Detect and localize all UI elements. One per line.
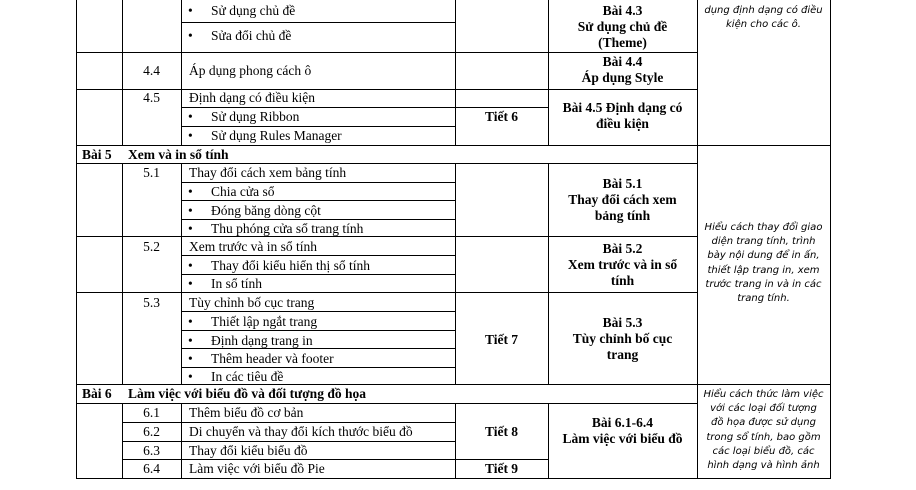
period-label: Tiết 6	[484, 109, 519, 124]
chapter-label: Bài 6	[82, 386, 112, 401]
bullet-item: • Thêm header và footer	[211, 351, 334, 367]
lesson-4-5: Bài 4.5 Định dạng có điều kiện	[562, 100, 683, 131]
section-title: Di chuyển và thay đổi kích thước biểu đồ	[189, 424, 413, 439]
section-number: 6.4	[143, 461, 160, 476]
chapter-title: Xem và in sổ tính	[128, 147, 229, 162]
objective-note-top: dụng định dạng có điều kiện cho các ô.	[704, 5, 823, 31]
chapter-label: Bài 5	[82, 147, 112, 162]
bullet-item: • Sửa đổi chủ đề	[211, 28, 291, 44]
objective-note-bai6: Hiểu cách thức làm việc với các loại đối tượng đồ họa được sử dụng trong sổ tính, bao gồm các loại biểu đồ, các hình dạng và hình ảnh	[703, 389, 824, 472]
bullet-item: • Thay đổi kiểu hiển thị sổ tính	[211, 258, 370, 274]
section-number: 4.5	[143, 90, 160, 105]
section-title: Áp dụng phong cách ô	[189, 63, 312, 78]
section-number: 4.4	[143, 63, 160, 78]
lesson-6-1-6-4: Bài 6.1-6.4 Làm việc với biểu đồ	[562, 415, 683, 446]
bullet-item: • Sử dụng chủ đề	[211, 3, 295, 19]
chapter-title: Làm việc với biểu đồ và đối tượng đồ họa	[128, 386, 366, 401]
lesson-4-3: Bài 4.3 Sử dụng chủ đề (Theme)	[577, 3, 668, 50]
section-number: 6.2	[143, 424, 160, 439]
bullet-item: • Thiết lập ngắt trang	[211, 314, 317, 330]
lesson-5-1: Bài 5.1 Thay đổi cách xem bảng tính	[568, 176, 677, 223]
bullet-item: • Chia cửa sổ	[211, 184, 275, 200]
lesson-4-4: Bài 4.4 Áp dụng Style	[581, 54, 664, 85]
section-title: Định dạng có điều kiện	[189, 90, 315, 105]
bullet-item: • Sử dụng Ribbon	[211, 109, 299, 125]
section-number: 5.3	[143, 295, 160, 310]
lesson-5-2: Bài 5.2 Xem trước và in sổ tính	[567, 241, 678, 288]
bullet-item: • Sử dụng Rules Manager	[211, 128, 342, 144]
section-title: Thay đổi kiểu biểu đồ	[189, 443, 308, 458]
section-number: 6.1	[143, 405, 160, 420]
section-title: Xem trước và in sổ tính	[189, 239, 318, 254]
bullet-item: • Định dạng trang in	[211, 333, 313, 349]
objective-note-bai5: Hiểu cách thay đổi giao diện trang tính, trình bày nội dung để in ấn, thiết lập trang in, xem trước trang in và in các trang tính.	[704, 222, 823, 305]
period-label: Tiết 7	[484, 332, 519, 347]
section-title: Làm việc với biểu đồ Pie	[189, 461, 325, 476]
section-title: Tùy chỉnh bố cục trang	[189, 295, 315, 310]
lesson-5-3: Bài 5.3 Tùy chỉnh bố cục trang	[572, 315, 673, 362]
section-number: 5.1	[143, 165, 160, 180]
bullet-item: • Thu phóng cửa sổ trang tính	[211, 221, 363, 237]
bullet-item: • In các tiêu đề	[211, 369, 283, 385]
section-title: Thêm biểu đồ cơ bản	[189, 405, 304, 420]
section-title: Thay đổi cách xem bảng tính	[189, 165, 347, 180]
section-number: 5.2	[143, 239, 160, 254]
period-label: Tiết 8	[484, 424, 519, 439]
bullet-item: • In sổ tính	[211, 276, 262, 292]
bullet-item: • Đóng băng dòng cột	[211, 203, 321, 219]
period-label: Tiết 9	[484, 461, 519, 476]
section-number: 6.3	[143, 443, 160, 458]
